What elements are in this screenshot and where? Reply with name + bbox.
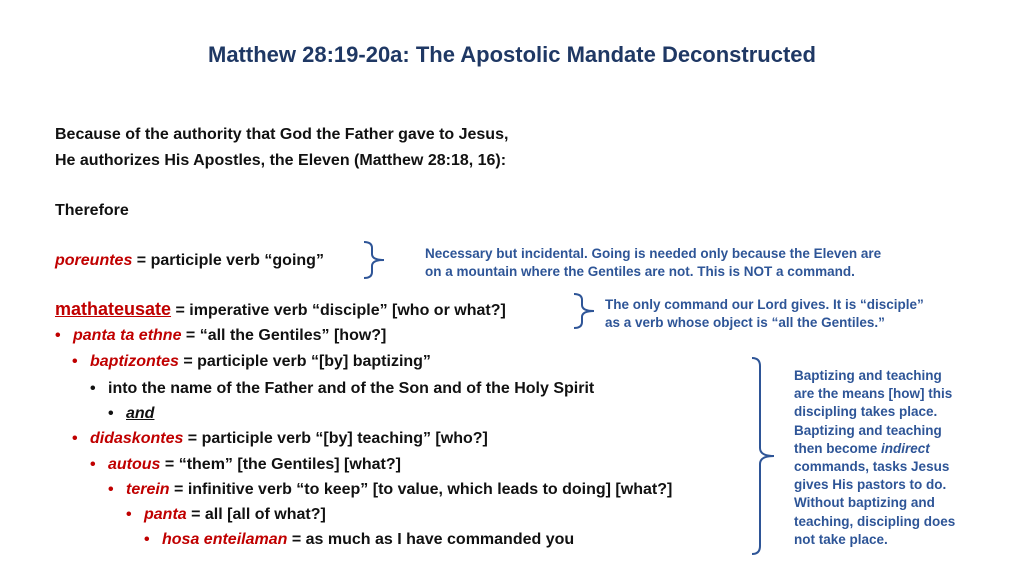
- and-text: and: [126, 405, 155, 422]
- bullet-icon: •: [108, 405, 114, 422]
- means-note-line: Baptizing and teaching: [794, 368, 942, 383]
- means-note-line: Baptizing and teaching: [794, 422, 942, 438]
- into-name-item: [90, 380, 594, 398]
- autous-item: [90, 456, 401, 474]
- bullet-icon: •: [72, 430, 78, 447]
- panta-ta-ethne-definition: = “all the Gentiles” [how?]: [181, 327, 387, 344]
- panta-definition: = all [all of what?]: [186, 506, 326, 523]
- means-note-text: then become: [794, 440, 882, 456]
- bullet-icon: •: [72, 353, 78, 370]
- poreuntes-definition: = participle verb “going”: [132, 252, 324, 269]
- terein-definition: = infinitive verb “to keep” [to value, which leads to doing] [what?]: [169, 481, 673, 498]
- mathateusate-line: [55, 299, 506, 320]
- didaskontes-item: [72, 430, 488, 448]
- bullet-icon: •: [108, 481, 114, 498]
- intro-line-2: He authorizes His Apostles, the Eleven (Matthew 28:18, 16):: [55, 152, 507, 169]
- terein-item: [108, 481, 672, 499]
- going-note-line: Necessary but incidental. Going is needed only because the Eleven are: [425, 246, 882, 261]
- command-note-line: The only command our Lord gives. It is “disciple”: [605, 297, 924, 312]
- means-note-line: [794, 440, 955, 458]
- means-note-line: teaching, discipling does: [794, 513, 956, 529]
- mathateusate-term: mathateusate: [55, 299, 172, 319]
- means-note-line: are the means [how] this: [794, 386, 953, 402]
- panta-term: panta: [144, 506, 187, 523]
- means-note-line: gives His pastors to do.: [794, 477, 947, 493]
- right-brace-icon: [362, 240, 388, 280]
- into-name-text: into the name of the Father and of the Son and of the Holy Spirit: [108, 380, 595, 397]
- means-note-line: discipling takes place.: [794, 404, 938, 420]
- baptizontes-item: [72, 353, 431, 371]
- command-note-line: as a verb whose object is “all the Gentiles.”: [605, 315, 885, 330]
- hosa-enteilaman-item: [144, 531, 574, 549]
- right-brace-icon: [572, 292, 598, 330]
- command-note: [605, 296, 924, 332]
- bullet-icon: •: [126, 506, 132, 523]
- bullet-icon: •: [144, 531, 150, 548]
- terein-term: terein: [126, 481, 170, 498]
- means-note-line: Without baptizing and: [794, 495, 935, 511]
- hosa-enteilaman-definition: = as much as I have commanded you: [287, 531, 575, 548]
- intro-line-1: Because of the authority that God the Father gave to Jesus,: [55, 126, 509, 143]
- slide-title: Matthew 28:19-20a: The Apostolic Mandate Deconstructed: [208, 42, 816, 67]
- hosa-enteilaman-term: hosa enteilaman: [162, 531, 288, 548]
- didaskontes-term: didaskontes: [90, 430, 184, 447]
- going-note-line: on a mountain where the Gentiles are not. This is NOT a command.: [425, 264, 855, 279]
- means-note-emphasis: indirect: [881, 440, 930, 456]
- didaskontes-definition: = participle verb “[by] teaching” [who?]: [183, 430, 488, 447]
- means-note-line: not take place.: [794, 531, 888, 547]
- panta-item: [126, 506, 326, 524]
- going-note: [425, 245, 881, 281]
- panta-ta-ethne-term: panta ta ethne: [73, 327, 182, 344]
- baptizontes-term: baptizontes: [90, 353, 179, 370]
- and-item: [108, 405, 154, 423]
- autous-term: autous: [108, 456, 161, 473]
- mathateusate-definition: = imperative verb “disciple” [who or what?]: [171, 302, 506, 319]
- therefore-label: Therefore: [55, 202, 129, 219]
- means-note-line: commands, tasks Jesus: [794, 459, 950, 475]
- baptizontes-definition: = participle verb “[by] baptizing”: [178, 353, 431, 370]
- bullet-icon: •: [90, 380, 96, 397]
- autous-definition: = “them” [the Gentiles] [what?]: [160, 456, 401, 473]
- means-note: [794, 367, 955, 549]
- bullet-icon: •: [55, 327, 61, 344]
- poreuntes-term: poreuntes: [55, 252, 133, 269]
- panta-ta-ethne-item: [55, 327, 386, 345]
- right-brace-icon: [750, 356, 780, 556]
- bullet-icon: •: [90, 456, 96, 473]
- poreuntes-line: [55, 252, 324, 270]
